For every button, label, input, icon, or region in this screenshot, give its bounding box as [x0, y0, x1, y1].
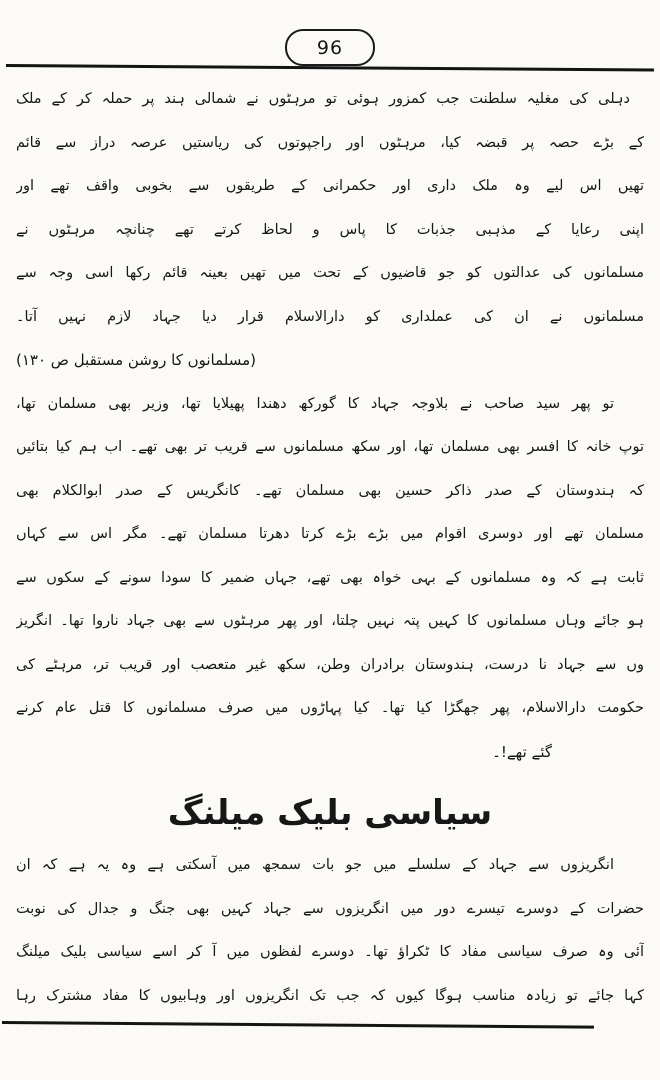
text-line: مسلمانوں کی عدالتوں کو جو قاضیوں کے تحت میں تھیں بعینہ قائم رکھا اسی وجہ سے: [16, 265, 644, 281]
paragraph-block-1: [16, 78, 644, 339]
citation-line: (مسلمانوں کا روشن مستقبل ص ۱۳۰): [16, 351, 257, 369]
text-line: توپ خانہ کا افسر بھی مسلمان تھا، اور سکھ مسلمانوں سے قریب تر بھی تھے۔ اب ہم کیا بتائیں: [16, 439, 644, 455]
section-heading: سیاسی بلیک میلنگ: [167, 793, 493, 833]
paragraph-block-3: [16, 844, 644, 1018]
text-line: آئی وہ صرف سیاسی مفاد کا ٹکراؤ تھا۔ دوسرے لفظوں میں آ کر اسے سیاسی بلیک میلنگ: [16, 944, 644, 960]
text-line: مسلمان تھے اور دوسری اقوام میں بڑے بڑے کرتا دھرتا مسلمان تھے۔ مگر اس سے کہاں: [16, 526, 644, 542]
text-line: دہلی کی مغلیہ سلطنت جب کمزور ہوئی تو مرہٹوں نے شمالی ہند پر حملہ کر کے ملک: [16, 91, 630, 107]
page-number-badge: [285, 29, 375, 66]
text-line: ثابت ہے کہ وہ مسلمانوں کے بہی خواہ بھی تھے، جہاں ضمیر کا سودا سونے کے سکوں سے: [16, 569, 644, 586]
text-line: کہ ہندوستان کے صدر ذاکر حسین بھی مسلمان تھے۔ کانگریس کے صدر ابوالکلام بھی: [16, 482, 644, 499]
text-line: انگریزوں سے جہاد کے سلسلے میں جو بات سمجھ میں آسکتی ہے وہ یہ ہے کہ ان: [16, 857, 614, 873]
paragraph-end-line: گئے تھے!۔: [492, 742, 552, 761]
text-line: حضرات کے دوسرے تیسرے دور میں انگریزوں سے جہاد کہیں بھی جنگ و جدال کی نوبت: [16, 900, 644, 917]
page-number: 96: [316, 36, 344, 59]
text-line: وں سے جہاد نا درست، ہندوستان برادران وطن، سکھ غیر متعصب اور قریب تر، مرہٹے کی: [16, 656, 644, 673]
text-line: ہو جائے وہاں مسلمانوں کا کہیں پتہ نہیں چلتا، اور پھر مرہٹوں سے بھی جہاد ناروا تھا۔ انگریز: [16, 613, 644, 629]
page-body: [16, 78, 644, 1018]
footer-rule: [2, 1021, 594, 1029]
text-line: کہا جائے تو زیادہ مناسب ہوگا کیوں کہ جب تک انگریزوں اور وہابیوں کا مفاد مشترک رہا: [16, 987, 644, 1004]
text-line: مسلمانوں نے ان کی عملداری کو دارالاسلام قرار دیا جہاد لازم نہیں آتا۔: [16, 308, 644, 325]
text-line: اپنی رعایا کے مذہبی جذبات کا پاس و لحاظ کرتے تھے چنانچہ مرہٹوں نے: [16, 221, 644, 238]
paragraph-block-2: [16, 383, 644, 775]
text-line: کے بڑے حصہ پر قبضہ کیا، مرہٹوں اور راجپوتوں کی ریاستیں عرصہ دراز سے قائم: [16, 134, 644, 151]
text-line: حکومت دارالاسلام، پھر جھگڑا کیا تھا۔ کیا پہاڑوں میں صرف مسلمانوں کا قتل عام کرنے: [16, 700, 644, 716]
text-line: تھیں اس لیے وہ ملک داری اور حکمرانی کے طریقوں سے بخوبی واقف تھے اور: [16, 178, 644, 194]
text-line: تو پھر سید صاحب نے بلاوجہ جہاد کا گورکھ دھندا پھیلایا تھا، وزیر بھی مسلمان تھا،: [16, 395, 614, 412]
